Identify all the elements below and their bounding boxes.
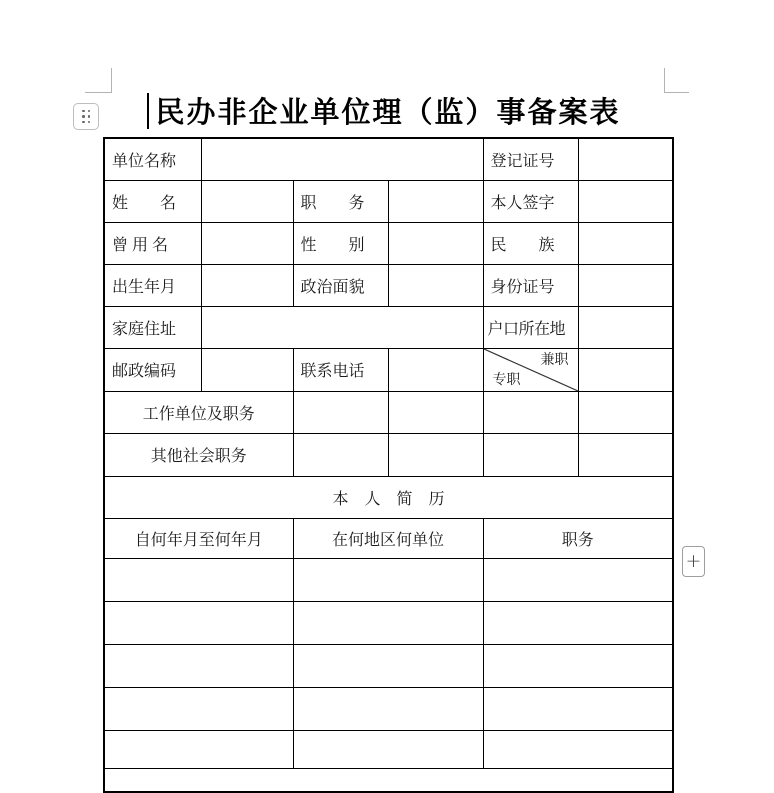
phone-label: 联系电话 — [293, 348, 388, 391]
home-address-label: 家庭住址 — [104, 306, 201, 348]
former-name-field[interactable] — [201, 222, 293, 264]
resume-col-place: 在何地区何单位 — [293, 518, 483, 558]
resume-period-field[interactable] — [104, 730, 293, 768]
full-time-label: 专职 — [492, 372, 521, 388]
unit-name-label: 单位名称 — [104, 138, 201, 180]
row-other-posts — [104, 433, 673, 476]
row-unit-name — [104, 138, 673, 180]
home-address-field[interactable] — [201, 306, 483, 348]
row-resume-columns — [104, 518, 673, 558]
drag-handle-icon[interactable] — [73, 103, 99, 130]
resume-place-field[interactable] — [293, 644, 483, 687]
work-unit-field-1[interactable] — [293, 391, 388, 433]
other-posts-label: 其他社会职务 — [104, 433, 293, 476]
signature-field[interactable] — [578, 180, 673, 222]
insert-row-button[interactable]: + — [682, 546, 705, 577]
work-unit-field-3[interactable] — [483, 391, 578, 433]
registration-no-field[interactable] — [578, 138, 673, 180]
resume-section-header: 本 人 简 历 — [104, 476, 673, 518]
row-overflow — [104, 768, 673, 792]
id-number-label: 身份证号 — [483, 264, 578, 306]
registration-no-label: 登记证号 — [483, 138, 578, 180]
resume-place-field[interactable] — [293, 558, 483, 601]
resume-row-2 — [104, 601, 673, 644]
row-home-address — [104, 306, 673, 348]
id-number-field[interactable] — [578, 264, 673, 306]
resume-col-post: 职务 — [483, 518, 673, 558]
name-field[interactable] — [201, 180, 293, 222]
row-former-name — [104, 222, 673, 264]
row-work-unit — [104, 391, 673, 433]
other-posts-field-4[interactable] — [578, 433, 673, 476]
row-postal-phone — [104, 348, 673, 391]
resume-place-field[interactable] — [293, 730, 483, 768]
birth-date-label: 出生年月 — [104, 264, 201, 306]
resume-post-field[interactable] — [483, 644, 673, 687]
resume-place-field[interactable] — [293, 687, 483, 730]
row-name — [104, 180, 673, 222]
resume-place-field[interactable] — [293, 601, 483, 644]
work-unit-label: 工作单位及职务 — [104, 391, 293, 433]
political-status-field[interactable] — [388, 264, 483, 306]
employment-type-field[interactable] — [578, 348, 673, 391]
work-unit-field-4[interactable] — [578, 391, 673, 433]
other-posts-field-3[interactable] — [483, 433, 578, 476]
other-posts-field-2[interactable] — [388, 433, 483, 476]
resume-row-5 — [104, 730, 673, 768]
work-unit-field-2[interactable] — [388, 391, 483, 433]
resume-row-4 — [104, 687, 673, 730]
resume-post-field[interactable] — [483, 558, 673, 601]
resume-period-field[interactable] — [104, 644, 293, 687]
resume-col-period: 自何年月至何年月 — [104, 518, 293, 558]
resume-period-field[interactable] — [104, 558, 293, 601]
resume-post-field[interactable] — [483, 601, 673, 644]
postal-code-field[interactable] — [201, 348, 293, 391]
signature-label: 本人签字 — [483, 180, 578, 222]
birth-date-field[interactable] — [201, 264, 293, 306]
resume-period-field[interactable] — [104, 687, 293, 730]
position-label: 职 务 — [293, 180, 388, 222]
gender-field[interactable] — [388, 222, 483, 264]
household-location-field[interactable] — [578, 306, 673, 348]
resume-row-3 — [104, 644, 673, 687]
text-boundary-mark-left — [85, 68, 112, 93]
name-label: 姓 名 — [104, 180, 201, 222]
gender-label: 性 别 — [293, 222, 388, 264]
unit-name-field[interactable] — [201, 138, 483, 180]
six-dot-grid-icon — [82, 110, 90, 124]
row-birth-date — [104, 264, 673, 306]
resume-overflow-cell[interactable] — [104, 768, 673, 792]
resume-post-field[interactable] — [483, 687, 673, 730]
former-name-label: 曾 用 名 — [104, 222, 201, 264]
resume-period-field[interactable] — [104, 601, 293, 644]
ethnicity-label: 民 族 — [483, 222, 578, 264]
document-title[interactable]: 民办非企业单位理（监）事备案表 — [155, 97, 621, 129]
ethnicity-field[interactable] — [578, 222, 673, 264]
row-resume-header — [104, 476, 673, 518]
position-field[interactable] — [388, 180, 483, 222]
filing-form-table — [103, 137, 674, 793]
other-posts-field-1[interactable] — [293, 433, 388, 476]
household-location-label: 户口所在地 — [483, 306, 578, 348]
employment-type-header-cell — [483, 348, 578, 391]
political-status-label: 政治面貌 — [293, 264, 388, 306]
phone-field[interactable] — [388, 348, 483, 391]
part-time-label: 兼职 — [540, 352, 569, 368]
resume-row-1 — [104, 558, 673, 601]
postal-code-label: 邮政编码 — [104, 348, 201, 391]
resume-post-field[interactable] — [483, 730, 673, 768]
text-boundary-mark-right — [664, 68, 689, 93]
